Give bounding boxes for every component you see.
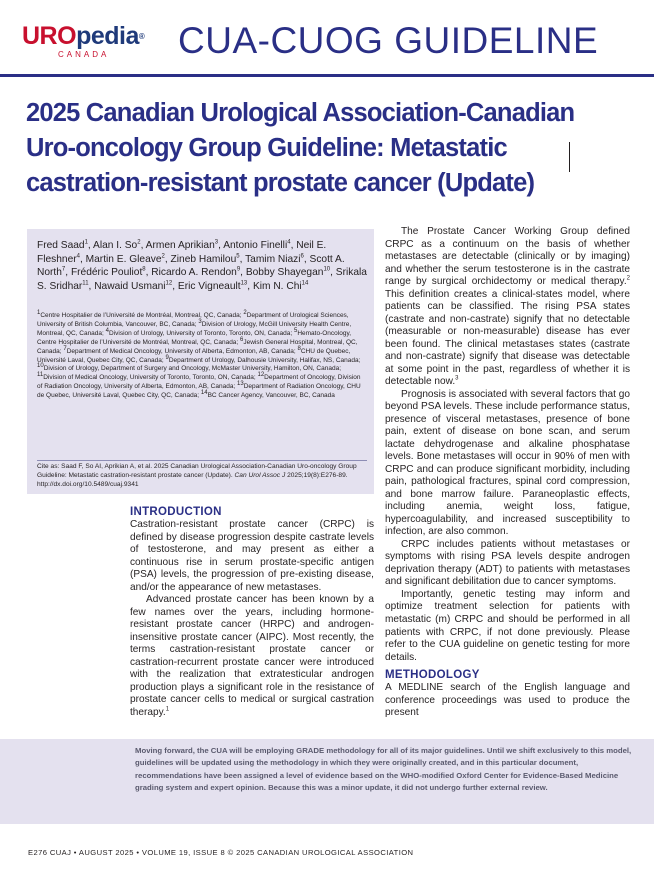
text-cursor bbox=[569, 142, 570, 172]
affiliation-marker: 12 bbox=[257, 372, 265, 379]
author-affiliation-marker: 14 bbox=[301, 280, 309, 287]
author-name: Srikala S. Sridhar bbox=[37, 267, 367, 292]
author-name: Zineb Hamilou bbox=[170, 253, 237, 265]
introduction-heading: INTRODUCTION bbox=[130, 506, 222, 518]
author-affiliation-marker: 9 bbox=[236, 266, 241, 273]
page-footer: E276 CUAJ • AUGUST 2025 • VOLUME 19, ISSUE 8 © 2025 CANADIAN UROLOGICAL ASSOCIATION bbox=[28, 848, 414, 857]
right-column bbox=[385, 226, 630, 720]
methodology-paragraph: A MEDLINE search of the English language and conference proceedings was used to produce the present bbox=[385, 682, 630, 719]
author-name: Antonio Finelli bbox=[223, 240, 288, 251]
affiliation-marker: 13 bbox=[237, 381, 244, 388]
affiliation-text: Division of Medical Oncology, University of Toronto, Toronto, ON, Canada; bbox=[43, 374, 258, 382]
author-name: Martin E. Gleave bbox=[85, 253, 162, 265]
affiliation-text: Department of Urology, Dalhousie University, Halifax, NS, Canada; bbox=[168, 356, 361, 364]
affiliation-marker: 8 bbox=[297, 345, 301, 352]
intro-paragraph-2: Advanced prostate cancer has been known by a few names over the years, including hormone-resistant prostate cancer (HRPC) and androgen-insensitive prostate cancer (AIPC). Most recently, the terms castration-resistant prostate cancer or castration-recurrent prostate cancer were introduced with the realization that extratesticular androgen production plays a significant role in the resistance of prostate cancer cells to medical or surgical castration therapy.$^1$ bbox=[130, 594, 374, 718]
grade-note-text: Moving forward, the CUA will be employing GRADE methodology for all of its major guidelines. Until we shift exclusively to this model, guidelines will be updated using the methodology in which they were originally created, and in this particular document, recommendations have been assigned a level of evidence based on the WHO-modified Oxford Center for Evidence-Based Medicine grading system and expert opinion. Because this was a minor update, it did not undergo further external review. bbox=[135, 746, 632, 793]
author-name: Kim N. Chi bbox=[252, 280, 302, 292]
reference-marker[interactable]: 2 bbox=[626, 275, 630, 282]
author-name: Tamim Niazi bbox=[245, 253, 301, 265]
affiliation-marker: 14 bbox=[200, 390, 208, 396]
affiliation-marker: 9 bbox=[165, 354, 169, 361]
affiliation-text: Department of Medical Oncology, University of Alberta, Edmonton, AB, Canada; bbox=[66, 347, 298, 355]
affiliation-text: CHU de Quebec, Université Laval, Quebec City, QC, Canada; bbox=[37, 347, 351, 364]
author-name: Frédéric Pouliot bbox=[70, 267, 143, 279]
author-affiliation-marker: 3 bbox=[214, 239, 219, 246]
citation-suffix[interactable]: 2025;19(8):E276-89. http://dx.doi.org/10.5489/cuaj.9341 bbox=[37, 471, 348, 488]
affiliation-text: Centre Hospitalier de l’Université de Montréal, Montreal, QC, Canada; bbox=[40, 312, 244, 319]
affiliation-marker: 5 bbox=[293, 327, 298, 334]
author-affiliation-marker: 11 bbox=[82, 280, 89, 287]
logo-canada: CANADA bbox=[58, 50, 110, 59]
author-affiliation-marker: 8 bbox=[142, 266, 146, 273]
author-name: Neil E. Fleshner bbox=[37, 240, 327, 265]
citation-prefix: Cite as: Saad F, So AI, Aprikian A, et al. 2025 Canadian Urological Association-Canadian Uro-oncology Group Guideline: Metastatic castration-resistant prostate cancer (Update). bbox=[37, 463, 357, 479]
affiliation-marker: 6 bbox=[240, 336, 244, 343]
affiliation-marker: 11 bbox=[37, 372, 44, 379]
author-affiliation-marker: 2 bbox=[161, 253, 165, 260]
author-affiliation-marker: 6 bbox=[300, 253, 304, 260]
affiliation-text: BC Cancer Agency, Vancouver, BC, Canada bbox=[207, 392, 335, 400]
affiliation-text: Department of Oncology, Division of Radiation Oncology, University of Alberta, Edmonton, AB, Canada; bbox=[37, 374, 361, 391]
author-affiliation-marker: 7 bbox=[61, 266, 66, 273]
logo-uro: URO bbox=[22, 22, 77, 50]
author-name: Bobby Shayegan bbox=[245, 267, 324, 279]
body-paragraph-4: Importantly, genetic testing may inform and optimize treatment selection for patients with metastatic (m) CRPC and should be performed in all patients with CRPC, if not done previously. Please refer to the CUA guideline on genetic testing for more details. bbox=[385, 588, 630, 663]
author-affiliation-marker: 2 bbox=[137, 239, 141, 246]
affiliation-marker: 1 bbox=[37, 309, 41, 316]
author-affiliation-marker: 1 bbox=[84, 239, 88, 246]
logo-pedia: pedia bbox=[76, 22, 139, 50]
author-list: Fred Saad$^1$, Alan I. So$^2$, Armen Aprikian$^3$, Antonio Finelli$^4$, Neil E. Fleshner$^4$, Martin E. Gleave$^2$, Zineb Hamilou$^5$, Tamim Niazi$^6$, Scott A. North$^7$, Frédéric Pouliot$^8$, Ricardo A. Rendon$^9$, Bobby Shayegan$^{10}$, Srikala S. Sridhar$^{11}$, Nawaid Usmani$^{12}$, Eric Vigneault$^{13}$, Kim N. Chi$^{14}$ bbox=[37, 239, 367, 292]
author-name: Fred Saad bbox=[37, 240, 85, 251]
body-paragraph-1: The Prostate Cancer Working Group defined CRPC as a continuum on the basis of whether metastases are detectable (clinically or by imaging) and whether the serum testosterone is in the castrate range by surgical orchidectomy or medical therapy.$^2$ This definition creates a clinical-states model, where patients can be classified. The rising PSA states (castrate and non-castrate) signify that no detectable (measurable or non-measurable) disease has ever been found. The clinical metastases states (castrate and non-castrate) signify that disease was detectable at some point in the past, regardless of whether it is detectable now.$^3$ bbox=[385, 226, 630, 388]
affiliation-text: Division of Urology, Department of Surgery and Oncology, McMaster University, Hamilton, ON, Canada; bbox=[43, 365, 341, 373]
logo-registered-mark: ® bbox=[138, 32, 145, 41]
affiliation-text: Department of Radiation Oncology, CHU de Quebec, Université Laval, Quebec City, QC, Canada; bbox=[37, 383, 361, 400]
reference-marker[interactable]: 1 bbox=[165, 706, 170, 713]
citation-journal: Can Urol Assoc J bbox=[234, 471, 286, 479]
author-affiliation-marker: 12 bbox=[165, 280, 173, 287]
author-name: Alan I. So bbox=[93, 240, 138, 251]
methodology-heading: METHODOLOGY bbox=[385, 669, 480, 682]
article-title: 2025 Canadian Urological Association-Canadian Uro-oncology Group Guideline: Metastatic castration-resistant prostate cancer (Update) bbox=[26, 99, 575, 197]
author-affiliation-marker: 13 bbox=[240, 280, 248, 287]
header-divider bbox=[0, 74, 654, 77]
affiliation-text: Division of Urology, University of Toronto, Toronto, ON, Canada; bbox=[109, 329, 294, 337]
author-box-divider bbox=[37, 460, 367, 461]
affiliation-text: Hemato-Oncology, Centre Hospitalier de l’Université de Montréal, Montreal, QC, Canada; bbox=[37, 329, 352, 346]
uropedia-logo[interactable] bbox=[22, 24, 144, 64]
affiliation-marker: 2 bbox=[243, 309, 247, 316]
author-name: Nawaid Usmani bbox=[94, 280, 166, 292]
author-affiliation-marker: 4 bbox=[287, 239, 291, 246]
left-column bbox=[130, 505, 374, 719]
section-header-title: CUA-CUOG GUIDELINE bbox=[178, 20, 599, 61]
affiliation-marker: 7 bbox=[63, 345, 67, 352]
affiliation-marker: 4 bbox=[105, 327, 109, 334]
affiliation-marker: 10 bbox=[37, 363, 44, 370]
citation bbox=[37, 463, 367, 490]
affiliation-marker: 3 bbox=[198, 318, 202, 325]
author-name: Armen Aprikian bbox=[145, 240, 215, 251]
intro-paragraph-1: Castration-resistant prostate cancer (CRPC) is defined by disease progression despite castrate levels of testosterone, and may present as either a continuous rise in serum prostate-specific antigen (PSA) levels, the progression of pre-existing disease, and/or the appearance of new metastases. bbox=[130, 519, 374, 593]
author-name: Scott A. North bbox=[37, 253, 345, 279]
affiliation-text: Division of Urology, McGill University Health Centre, Montreal, QC, Canada; bbox=[37, 320, 352, 337]
body-paragraph-3: CRPC includes patients without metastases or symptoms with rising PSA levels despite androgen deprivation therapy (ADT) to patients with metastases and significant debilitation due to cancer symptoms. bbox=[385, 538, 630, 588]
affiliation-text: Jewish General Hospital, Montreal, QC, Canada; bbox=[37, 338, 358, 355]
body-paragraph-2: Prognosis is associated with several factors that go beyond PSA levels. These include performance status, presence of visceral metastases, presence of bone pain, extent of disease on bone scan, and serum lactate dehydrogenase and alkaline phosphatase levels. Bone metastases will occur in 90% of men with CRPC and can produce significant morbidity, including pain, pathological fractures, spinal cord compression, and bone marrow failure. Paraneoplastic effects, including anemia, weight loss, fatigue, hypercoagulability, and increased susceptibility to infection, are also common. bbox=[385, 388, 630, 538]
author-affiliation-marker: 4 bbox=[76, 253, 80, 260]
affiliation-text: Department of Urological Sciences, University of British Columbia, Vancouver, BC, Canada; bbox=[37, 312, 349, 328]
author-name: Ricardo A. Rendon bbox=[151, 267, 237, 279]
author-affiliation-marker: 5 bbox=[236, 253, 240, 260]
author-affiliation-marker: 10 bbox=[323, 266, 331, 273]
reference-marker[interactable]: 3 bbox=[455, 375, 459, 382]
author-name: Eric Vigneault bbox=[177, 280, 241, 292]
affiliation-list bbox=[37, 309, 367, 401]
